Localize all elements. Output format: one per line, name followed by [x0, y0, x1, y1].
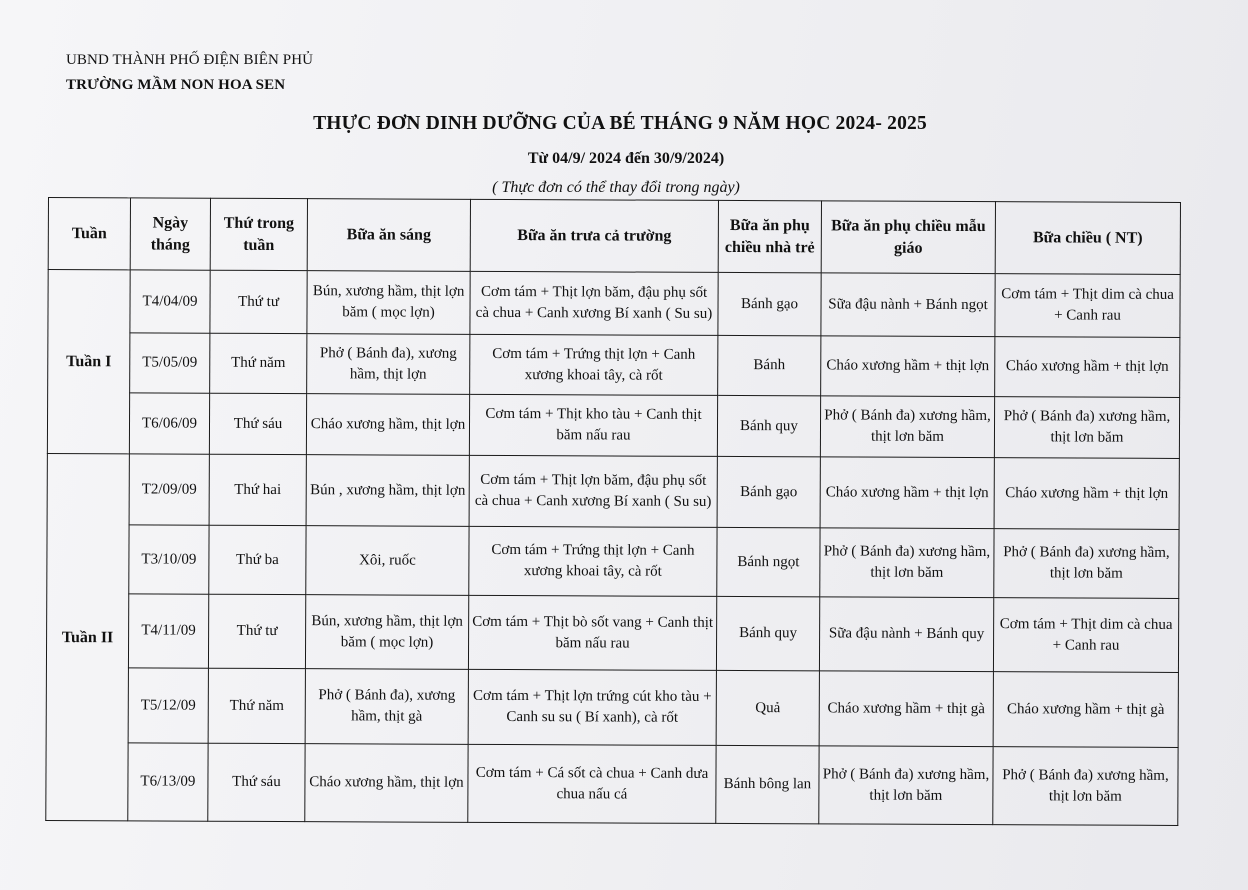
- cell-date: T6/13/09: [128, 743, 208, 821]
- cell-dinner-nt: Cháo xương hầm + thịt lợn: [995, 337, 1180, 398]
- cell-weekday: Thứ tư: [208, 594, 305, 668]
- cell-date: T2/09/09: [129, 454, 209, 525]
- cell-lunch: Cơm tám + Thịt lợn băm, đậu phụ sốt cà chua + Canh xương Bí xanh ( Su su): [470, 271, 718, 335]
- col-header-date: Ngày tháng: [130, 198, 210, 270]
- table-row: [46, 742, 1178, 825]
- table-row: [48, 333, 1180, 398]
- cell-lunch: Cơm tám + Thịt lợn trứng cút kho tàu + Canh su su ( Bí xanh), cà rốt: [468, 669, 716, 745]
- week-label: Tuần I: [47, 270, 130, 454]
- cell-snack-kindergarten: Cháo xương hầm + thịt gà: [819, 671, 993, 747]
- col-header-dinner-nt: Bữa chiều ( NT): [995, 202, 1180, 275]
- cell-date: T4/11/09: [128, 594, 208, 668]
- cell-date: T5/05/09: [130, 333, 210, 393]
- cell-date: T4/04/09: [130, 270, 210, 333]
- col-header-lunch: Bữa ăn trưa cả trường: [470, 199, 718, 272]
- cell-snack-nursery: Bánh ngọt: [717, 527, 820, 596]
- col-header-weekday: Thứ trong tuần: [210, 198, 307, 270]
- cell-breakfast: Phở ( Bánh đa), xương hầm, thịt gà: [305, 669, 468, 745]
- menu-table: [45, 197, 1181, 826]
- cell-lunch: Cơm tám + Thịt bò sốt vang + Canh thịt băm nấu rau: [468, 595, 716, 670]
- cell-lunch: Cơm tám + Thịt lợn băm, đậu phụ sốt cà chua + Canh xương Bí xanh ( Su su): [469, 455, 717, 527]
- cell-lunch: Cơm tám + Trứng thịt lợn + Canh xương khoai tây, cà rốt: [470, 334, 718, 395]
- col-header-snack-kindergarten: Bữa ăn phụ chiều mẫu giáo: [821, 201, 995, 274]
- col-header-breakfast: Bữa ăn sáng: [307, 199, 470, 272]
- cell-weekday: Thứ năm: [210, 333, 307, 393]
- cell-breakfast: Cháo xương hầm, thịt lợn: [306, 394, 469, 456]
- cell-snack-nursery: Bánh: [718, 335, 821, 395]
- cell-snack-kindergarten: Phở ( Bánh đa) xương hầm, thịt lơn băm: [820, 396, 994, 458]
- table-row: [47, 393, 1179, 459]
- cell-snack-kindergarten: Cháo xương hầm + thịt lợn: [820, 457, 994, 529]
- cell-snack-kindergarten: Phở ( Bánh đa) xương hầm, thịt lơn băm: [820, 528, 994, 598]
- cell-lunch: Cơm tám + Cá sốt cà chua + Canh dưa chua nấu cá: [468, 744, 716, 823]
- cell-date: T5/12/09: [128, 668, 208, 743]
- table-header-row: [48, 198, 1180, 275]
- cell-snack-kindergarten: Cháo xương hầm + thịt lợn: [821, 336, 995, 397]
- week-label: Tuần II: [46, 453, 130, 820]
- cell-weekday: Thứ năm: [208, 668, 305, 743]
- cell-breakfast: Bún, xương hầm, thịt lợn băm ( mọc lợn): [305, 595, 468, 670]
- cell-dinner-nt: Cơm tám + Thịt dim cà chua + Canh rau: [993, 598, 1178, 673]
- cell-dinner-nt: Phở ( Bánh đa) xương hầm, thịt lơn băm: [994, 397, 1179, 459]
- cell-breakfast: Cháo xương hầm, thịt lợn: [305, 744, 468, 823]
- cell-date: T3/10/09: [129, 525, 209, 594]
- cell-weekday: Thứ tư: [210, 270, 307, 333]
- cell-snack-kindergarten: Phở ( Bánh đa) xương hầm, thịt lơn băm: [819, 746, 993, 825]
- cell-snack-nursery: Bánh gạo: [717, 456, 820, 527]
- cell-breakfast: Xôi, ruốc: [306, 526, 469, 596]
- menu-note: ( Thực đơn có thể thay đổi trong ngày): [492, 179, 740, 196]
- col-header-week: Tuần: [48, 198, 130, 270]
- cell-weekday: Thứ sáu: [208, 743, 305, 821]
- org-line-1: UBND THÀNH PHỐ ĐIỆN BIÊN PHỦ: [66, 52, 314, 68]
- cell-weekday: Thứ hai: [209, 454, 306, 525]
- table-row: [46, 667, 1178, 747]
- cell-dinner-nt: Cháo xương hầm + thịt gà: [993, 672, 1178, 748]
- col-header-snack-nursery: Bữa ăn phụ chiều nhà trẻ: [718, 200, 821, 272]
- cell-breakfast: Phở ( Bánh đa), xương hầm, thịt lợn: [307, 334, 470, 395]
- cell-dinner-nt: Phở ( Bánh đa) xương hầm, thịt lơn băm: [993, 747, 1178, 826]
- table-row: [46, 593, 1178, 672]
- cell-snack-nursery: Bánh gạo: [718, 272, 821, 335]
- cell-breakfast: Bún, xương hầm, thịt lợn băm ( mọc lợn): [307, 271, 470, 335]
- cell-weekday: Thứ sáu: [209, 393, 306, 454]
- cell-snack-nursery: Bánh quy: [717, 395, 820, 456]
- table-row: [48, 270, 1180, 338]
- page-title: THỰC ĐƠN DINH DƯỠNG CỦA BÉ THÁNG 9 NĂM HỌC 2024- 2025: [313, 113, 927, 134]
- cell-dinner-nt: Cháo xương hầm + thịt lợn: [994, 458, 1179, 530]
- cell-lunch: Cơm tám + Trứng thịt lợn + Canh xương khoai tây, cà rốt: [469, 526, 717, 596]
- cell-lunch: Cơm tám + Thịt kho tàu + Canh thịt băm nấu rau: [469, 394, 717, 456]
- date-range: Từ 04/9/ 2024 đến 30/9/2024): [527, 150, 725, 167]
- cell-dinner-nt: Phở ( Bánh đa) xương hầm, thịt lơn băm: [994, 529, 1179, 599]
- cell-date: T6/06/09: [129, 393, 209, 454]
- cell-dinner-nt: Cơm tám + Thịt dim cà chua + Canh rau: [995, 274, 1180, 338]
- cell-snack-kindergarten: Sữa đậu nành + Bánh ngọt: [821, 273, 995, 337]
- cell-breakfast: Bún , xương hầm, thịt lợn: [306, 455, 469, 527]
- cell-snack-nursery: Quả: [716, 670, 819, 745]
- cell-snack-nursery: Bánh bông lan: [716, 745, 819, 823]
- cell-snack-nursery: Bánh quy: [716, 596, 819, 670]
- table-row: [47, 524, 1179, 598]
- school-name: TRƯỜNG MẦM NON HOA SEN: [66, 77, 286, 93]
- cell-weekday: Thứ ba: [209, 525, 306, 594]
- cell-snack-kindergarten: Sữa đậu nành + Bánh quy: [819, 597, 993, 672]
- table-row: [47, 453, 1179, 529]
